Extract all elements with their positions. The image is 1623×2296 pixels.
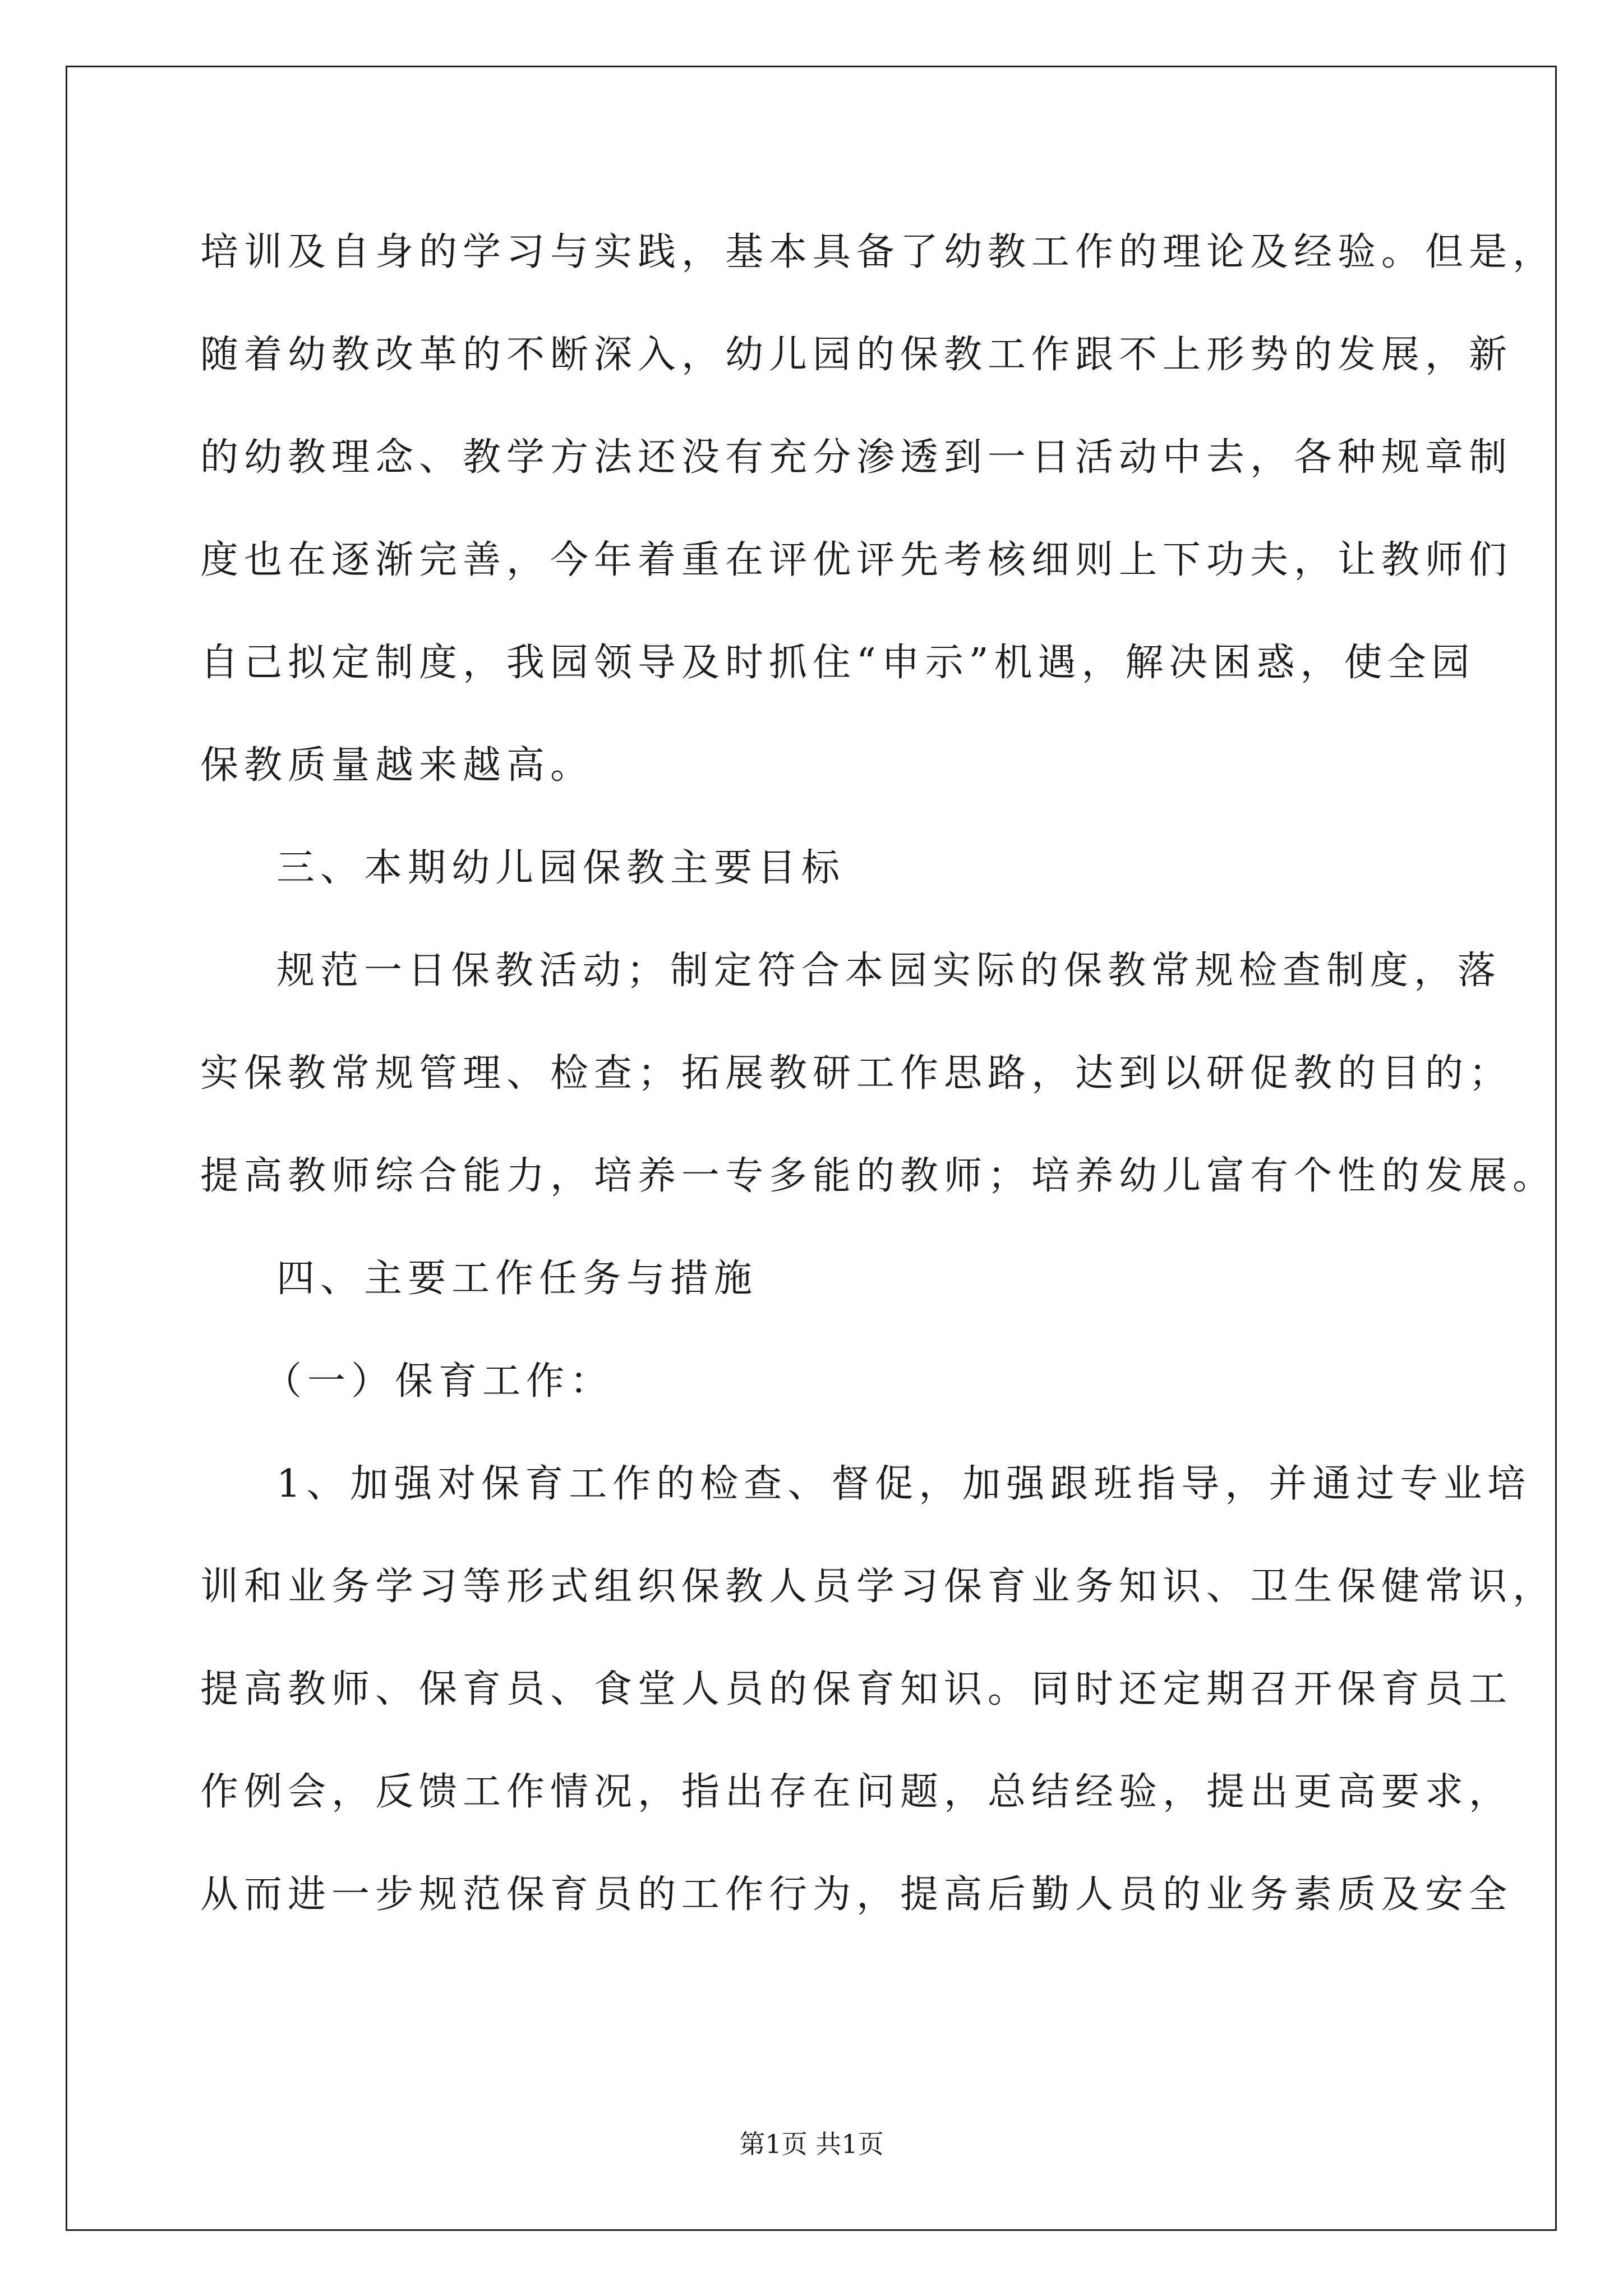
section-heading: 四、主要工作任务与措施 — [276, 1257, 758, 1301]
text-line: 提高教师、保育员、食堂人员的保育知识。同时还定期召开保育员工 — [200, 1667, 1513, 1711]
text-line: 自己拟定制度，我园领导及时抓住“申示”机遇，解决困惑，使全园 — [200, 641, 1476, 685]
text-line: 保教质量越来越高。 — [200, 743, 594, 788]
text-line: 随着幼教改革的不断深入，幼儿园的保教工作跟不上形势的发展，新 — [200, 333, 1513, 377]
section-heading: 三、本期幼儿园保教主要目标 — [276, 846, 846, 890]
page-number-footer: 第1页 共1页 — [739, 2129, 884, 2159]
text-line: 培训及自身的学习与实践，基本具备了幼教工作的理论及经验。但是， — [200, 230, 1557, 274]
text-line: 从而进一步规范保育员的工作行为，提高后勤人员的业务素质及安全 — [200, 1872, 1513, 1917]
text-line: 1、加强对保育工作的检查、督促，加强跟班指导，并通过专业培 — [276, 1462, 1532, 1506]
subsection-heading: （一）保育工作： — [264, 1359, 614, 1404]
text-line: 度也在逐渐完善，今年着重在评优评先考核细则上下功夫，让教师们 — [200, 538, 1513, 582]
text-line: 的幼教理念、教学方法还没有充分渗透到一日活动中去，各种规章制 — [200, 435, 1513, 480]
text-line: 实保教常规管理、检查；拓展教研工作思路，达到以研促教的目的； — [200, 1051, 1513, 1096]
text-line: 提高教师综合能力，培养一专多能的教师；培养幼儿富有个性的发展。 — [200, 1154, 1557, 1198]
text-line: 训和业务学习等形式组织保教人员学习保育业务知识、卫生保健常识， — [200, 1565, 1557, 1609]
text-line: 作例会，反馈工作情况，指出存在问题，总结经验，提出更高要求， — [200, 1770, 1513, 1814]
text-line: 规范一日保教活动；制定符合本园实际的保教常规检查制度，落 — [276, 949, 1502, 993]
